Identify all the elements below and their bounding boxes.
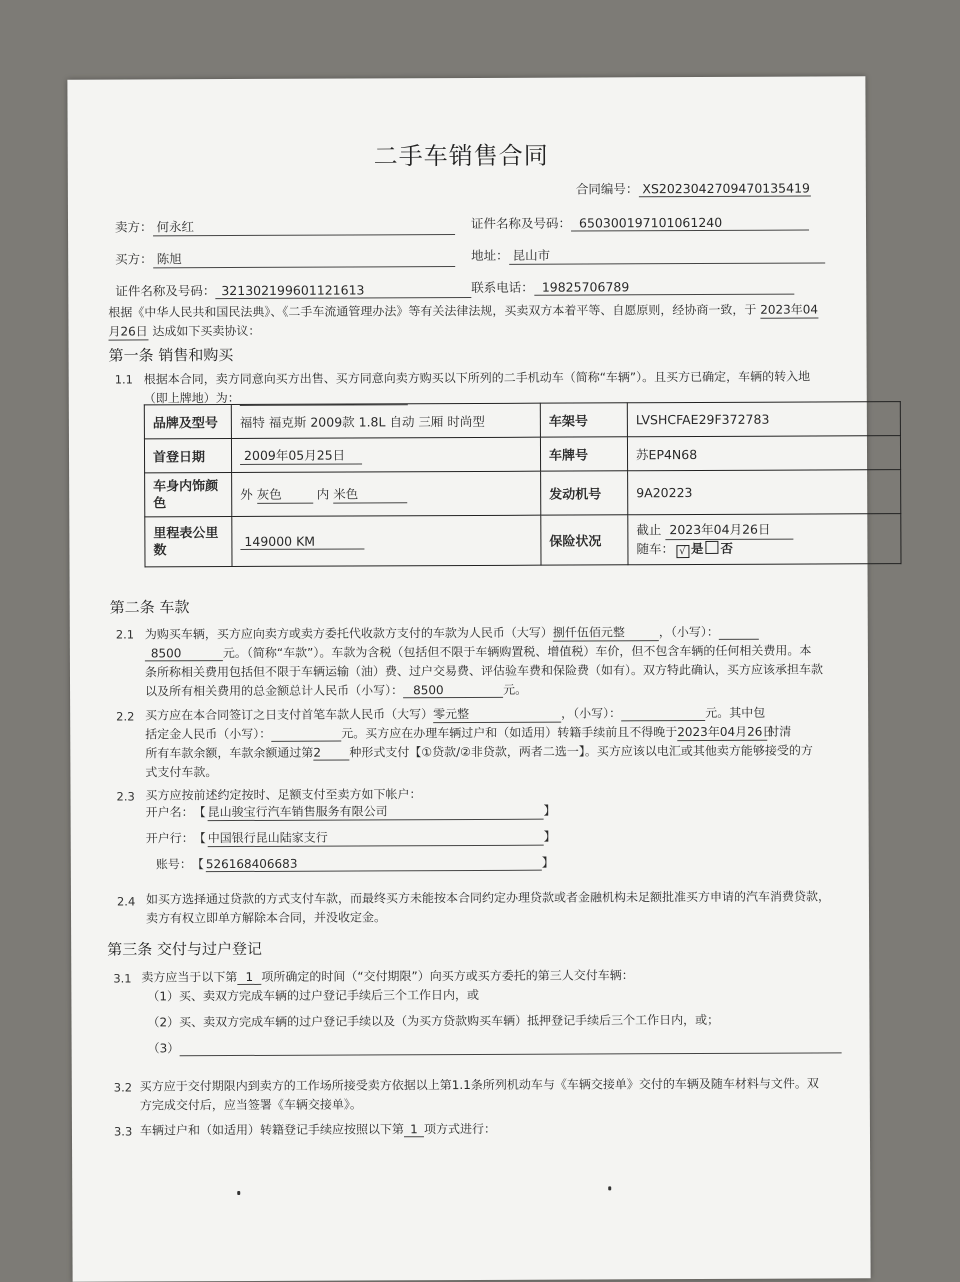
clause-3-2-number: 3.2 [113, 1080, 133, 1095]
contract-number-row [576, 179, 811, 198]
clause-2-4-line-2: 卖方有权立即单方解除本合同，并没收定金。 [146, 910, 387, 926]
clause-3-3-number: 3.3 [113, 1124, 133, 1139]
clause-1-1-destination-label: （即上牌地）为： [143, 390, 240, 406]
buyer-id-label: 证件名称及号码： [115, 283, 216, 299]
insurance-label: 保险状况 [541, 515, 628, 565]
seller-id-row [471, 213, 809, 232]
table-row [145, 470, 901, 517]
price-in-words: 捌仟伍佰元整 [553, 623, 659, 641]
clause-2-1-text-c: 元。（简称“车款”）。车款为含税（包括但不限于车辆购置税、增值税）车价，但不包含车辆的任何相关费用。本 [222, 643, 812, 661]
delivery-option-2: （2）买、卖双方完成车辆的过户登记手续以及（为买方贷款购买车辆）抵押登记手续后三个工作日内，或； [147, 1012, 720, 1030]
clause-2-1-number: 2.1 [115, 627, 135, 642]
balance-due-date: 2023年04月26日 [677, 724, 775, 740]
vehicle-info-table [144, 401, 902, 567]
clause-2-2-text-b: ，（小写）： [561, 706, 622, 721]
clause-2-2-line-2 [145, 723, 791, 744]
phone-value: 19825706789 [534, 279, 794, 296]
clause-2-2-line-1 [145, 704, 765, 725]
clause-2-1-line-1 [145, 623, 759, 644]
clause-3-3-text-b: 项方式进行： [423, 1121, 497, 1137]
odometer-value: 149000 KM [240, 533, 364, 550]
clause-3-1-text-b: 项所确定的时间（“交付期限”）向买方或买方委托的第三人交付车辆： [261, 968, 634, 984]
clause-2-1-text-d: 以及所有相关费用的总金额总计人民币（小写）： [145, 683, 404, 699]
down-payment-figures [621, 706, 705, 721]
clause-3-2-line-2: 方完成交付后，应当签署《车辆交接单》。 [139, 1097, 362, 1113]
account-number-value: 526168406683 [206, 856, 542, 872]
delivery-option-3-label: （3） [147, 1041, 180, 1056]
seller-value: 何永红 [152, 216, 454, 236]
yes-checkbox[interactable]: √ [676, 545, 689, 558]
phone-label: 联系电话： [471, 279, 534, 295]
clause-2-1-text-a: 为购买车辆，买方应向卖方或卖方委托代收款方支付的车款为人民币（大写） [144, 625, 553, 642]
seller-label: 卖方： [114, 219, 153, 235]
clause-1-1-number: 1.1 [114, 372, 134, 387]
seller-id-label: 证件名称及号码： [470, 215, 572, 231]
brand-model-value: 福特 福克斯 2009款 1.8L 自动 三厢 时尚型 [231, 403, 540, 438]
first-registration-label: 首登日期 [144, 439, 231, 473]
address-value: 昆山市 [509, 244, 825, 264]
vin-label: 车架号 [540, 403, 627, 437]
section-1-heading: 第一条 销售和购买 [108, 346, 234, 365]
clause-3-1-text-a: 卖方应当于以下第 [141, 970, 238, 985]
buyer-value: 陈旭 [153, 248, 455, 268]
delivery-option-3-blank [179, 1038, 841, 1056]
clause-3-3-text-a: 车辆过户和（如适用）转籍登记手续应按照以下第 [139, 1122, 405, 1138]
interior-prefix: 内 [316, 486, 330, 502]
clause-2-2-text-f: 付清 [767, 724, 792, 739]
insurance-prefix: 截止 [636, 522, 662, 538]
contract-number-label: 合同编号： [575, 181, 639, 197]
engine-number-value: 9A20223 [628, 470, 901, 515]
delivery-option-3 [148, 1036, 842, 1056]
bank-row: 开户行：【 中国银行昆山陆家支行 】 [145, 829, 556, 846]
odometer-cell [232, 515, 541, 566]
section-3-heading: 第三条 交付与过户登记 [107, 939, 262, 959]
no-label: 否 [720, 540, 734, 556]
total-unit: 元。 [503, 682, 528, 697]
clause-3-2-line-1: 买方应于交付期限内到卖方的工作场所接受卖方依据以上第1.1条所列机动车与《车辆交接单》交付的车辆及随车材料与文件。双 [139, 1076, 819, 1094]
seller-row [115, 216, 455, 236]
clause-2-4-line-1: 如买方选择通过贷款的方式支付车款，而最终买方未能按本合同约定办理贷款或者金融机构未足额批准买方申请的汽车消费贷款， [145, 889, 830, 907]
document-title: 二手车销售合同 [373, 141, 549, 171]
first-registration-value: 2009年05月25日 [240, 445, 362, 465]
table-row [144, 402, 900, 439]
exterior-prefix: 外 [240, 486, 253, 502]
interior-color: 米色 [333, 484, 407, 503]
odometer-label: 里程表公里数 [145, 517, 232, 567]
exterior-color: 灰色 [257, 485, 313, 504]
price-in-figures: 8500 [145, 646, 223, 661]
table-row [145, 514, 901, 567]
clause-2-2-text-g: 所有车款余额，车款余额通过第 [145, 745, 314, 761]
clause-3-3-line-1 [140, 1120, 496, 1139]
clause-2-2-text-e: 元。买方应在办理车辆过户和（如适用）转籍手续前且不得晚于 [341, 725, 678, 741]
brand-model-label: 品牌及型号 [144, 405, 231, 439]
seller-id-value: 650300197101061240 [571, 215, 809, 232]
account-name-row: 开户名：【 昆山骏宝行汽车销售服务有限公司 】 [145, 803, 556, 820]
bank-value: 中国银行昆山陆家支行 [208, 828, 544, 847]
plate-value: 苏EP4N68 [627, 436, 900, 471]
buyer-id-row [115, 280, 471, 300]
deposit-figures [271, 727, 341, 742]
account-name-label: 开户名： [145, 805, 194, 820]
clause-2-3-line-1: 买方应按前述约定按时、足额支付至卖方如下帐户： [145, 787, 422, 803]
bank-label: 开户行： [145, 831, 194, 846]
delivery-option: 1 [237, 970, 261, 985]
address-row [471, 244, 825, 265]
section-2-heading: 第二条 车款 [109, 598, 190, 617]
clause-3-1-number: 3.1 [113, 971, 132, 986]
insurance-follow-label: 随车： [636, 541, 674, 557]
clause-3-1-line-1 [141, 966, 634, 985]
delivery-option-1: （1）买、卖双方完成车辆的过户登记手续后三个工作日内，或 [147, 987, 480, 1004]
price-blank-top [719, 625, 759, 640]
table-row [144, 436, 900, 473]
clause-2-2-text-d: 括定金人民币（小写）： [145, 726, 272, 742]
vin-value: LVSHCFAE29F372783 [627, 402, 900, 437]
clause-2-2-text-h: 种形式支付【①贷款/②非贷款，两者二选一】。买方应该以电汇或其他卖方能够接受的方 [349, 743, 813, 760]
intro-line-2 [108, 322, 260, 341]
color-label: 车身内饰颜色 [145, 473, 232, 517]
plate-label: 车牌号 [540, 437, 627, 471]
phone-row [471, 277, 794, 296]
account-name-value: 昆山骏宝行汽车销售服务有限公司 [208, 802, 544, 821]
buyer-label: 买方： [115, 251, 153, 267]
account-number-row: 账号：【 526168406683 】 [155, 855, 554, 872]
clause-2-2-text-c: 元。其中包 [705, 705, 766, 720]
intro-line-1 [108, 300, 818, 321]
clause-2-1-line-3: 条所称相关费用包括但不限于车辆运输（油）费、过户交易费、评估验车费和保险费（如有）。双方特此确认，买方应该承担车款 [144, 662, 824, 680]
insurance-date: 2023年04月26日 [665, 521, 793, 541]
account-number-label: 账号： [155, 857, 192, 872]
clause-2-2-line-4: 式支付车款。 [145, 765, 218, 780]
buyer-row [115, 248, 455, 268]
color-cell [232, 471, 541, 516]
first-registration-cell [231, 437, 540, 472]
intro-text: 根据《中华人民共和国民法典》、《二手车流通管理办法》等有关法律法规，买卖双方本着平等、自愿原则，经协商一致，于 [108, 302, 757, 320]
down-payment-words: 零元整 [433, 705, 561, 724]
clause-2-4-number: 2.4 [116, 894, 136, 909]
address-label: 地址： [471, 247, 509, 263]
payment-method: 2 [313, 746, 349, 761]
clause-2-1-line-2 [145, 642, 812, 662]
clause-2-2-text-a: 买方应在本合同签订之日支付首笔车款人民币（大写） [145, 707, 434, 723]
clause-2-3-number: 2.3 [116, 789, 135, 804]
clause-2-2-number: 2.2 [116, 709, 135, 724]
engine-number-label: 发动机号 [541, 471, 628, 515]
intro-date-a: 2023年04 [760, 300, 818, 318]
intro-tail: 达成如下买卖协议： [152, 323, 261, 339]
transfer-option: 1 [404, 1122, 424, 1137]
clause-2-1-line-4 [145, 681, 527, 700]
page-mark [608, 1186, 611, 1190]
contract-sheet [67, 76, 870, 1281]
insurance-cell [628, 514, 901, 565]
yes-label: 是 [690, 540, 704, 557]
clause-1-1-line-1: 根据本合同，卖方同意向买方出售、买方同意向卖方购买以下所列的二手机动车（简称“车辆”）。且买方已确定，车辆的转入地 [143, 369, 811, 387]
page-mark [237, 1191, 240, 1195]
clause-2-1-text-b: ，（小写）： [658, 624, 719, 640]
total-amount: 8500 [403, 683, 503, 698]
clause-2-2-line-3 [145, 742, 813, 762]
no-checkbox[interactable] [705, 541, 718, 554]
intro-date-b: 月26日 [108, 322, 148, 340]
buyer-id-value: 321302199601121613 [215, 282, 471, 299]
contract-number-value: XS2023042709470135419 [638, 181, 810, 198]
